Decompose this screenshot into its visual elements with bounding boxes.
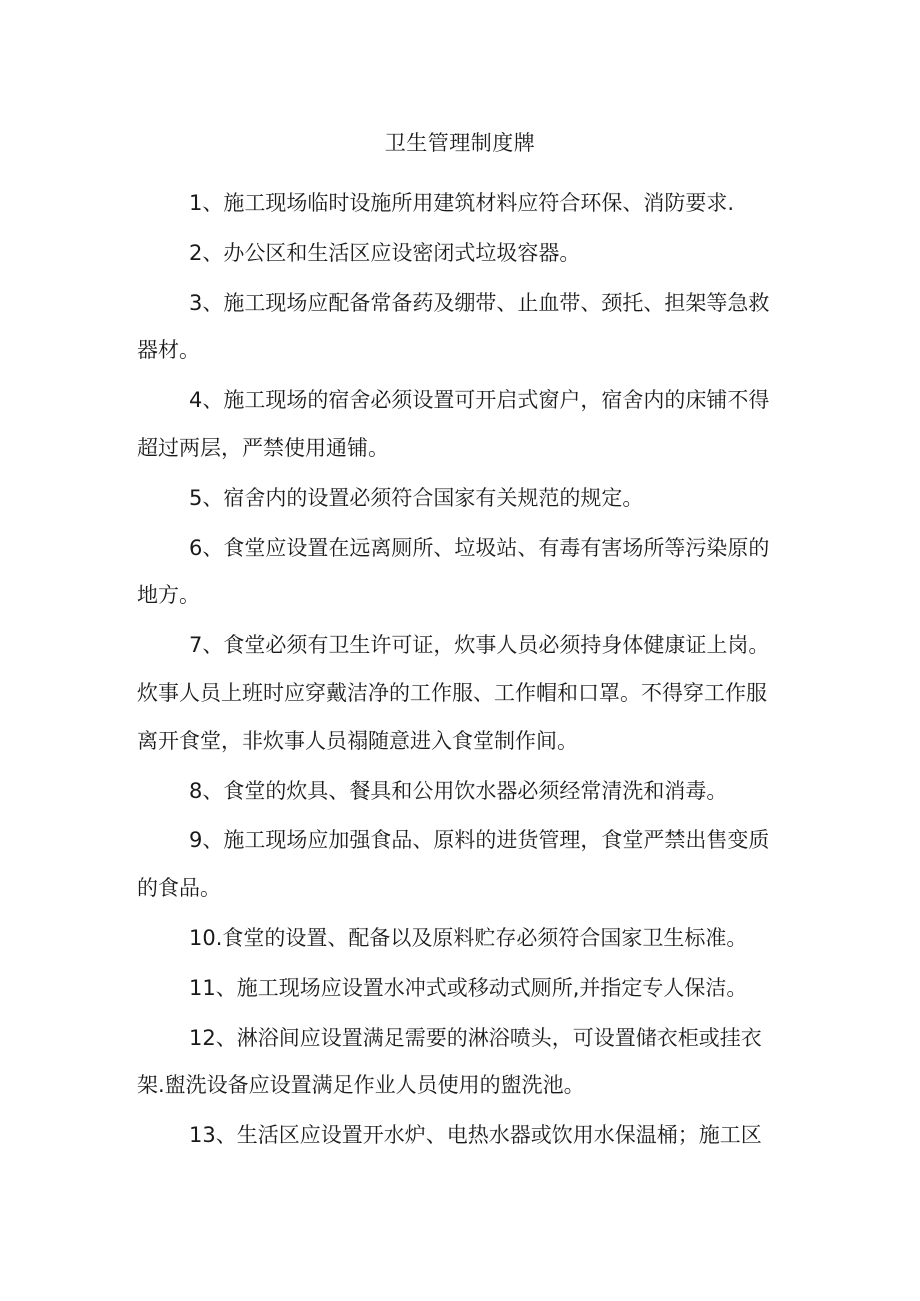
rule-item: 13、生活区应设置开水炉、电热水器或饮用水保温桶；施工区 [189, 1123, 762, 1148]
rule-item: 1、施工现场临时设施所用建筑材料应符合环保、消防要求. [189, 191, 735, 215]
rule-item: 12、淋浴间应设置满足需要的淋浴喷头，可设置储衣柜或挂衣架.盥洗设备应设置满足作业人员使用的盥洗池。 [137, 1025, 762, 1098]
rule-item: 5、宿舍内的设置必须符合国家有关规范的规定。 [189, 485, 644, 510]
rule-item: 7、食堂必须有卫生许可证，炊事人员必须持身体健康证上岗。炊事人员上班时应穿戴洁净的工作服、工作帽和口罩。不得穿工作服离开食堂，非炊事人员禢随意进入食堂制作间。 [137, 633, 770, 753]
rule-item: 11、施工现场应设置水冲式或移动式厕所,并指定专人保洁。 [189, 975, 748, 1000]
rules-list [137, 180, 787, 1162]
rule-item: 9、施工现场应加强食品、原料的进货管理，食堂严禁出售变质的食品。 [137, 828, 770, 901]
rule-item: 2、办公区和生活区应设密闭式垃圾容器。 [189, 240, 581, 265]
rule-item: 4、施工现场的宿舍必须设置可开启式窗户，宿舍内的床铺不得超过两层，严禁使用通铺。 [137, 388, 770, 460]
rule-item: 8、食堂的炊具、餐具和公用饮水器必须经常清洗和消毒。 [189, 778, 728, 803]
rule-item: 6、食堂应设置在远离厕所、垃圾站、有毒有害场所等污染原的地方。 [137, 535, 770, 608]
document-title: 卫生管理制度牌 [384, 131, 536, 155]
rule-item: 10.食堂的设置、配备以及原料贮存必须符合国家卫生标准。 [189, 925, 748, 950]
rule-item: 3、施工现场应配备常备药及绷带、止血带、颈托、担架等急救器材。 [137, 290, 770, 363]
